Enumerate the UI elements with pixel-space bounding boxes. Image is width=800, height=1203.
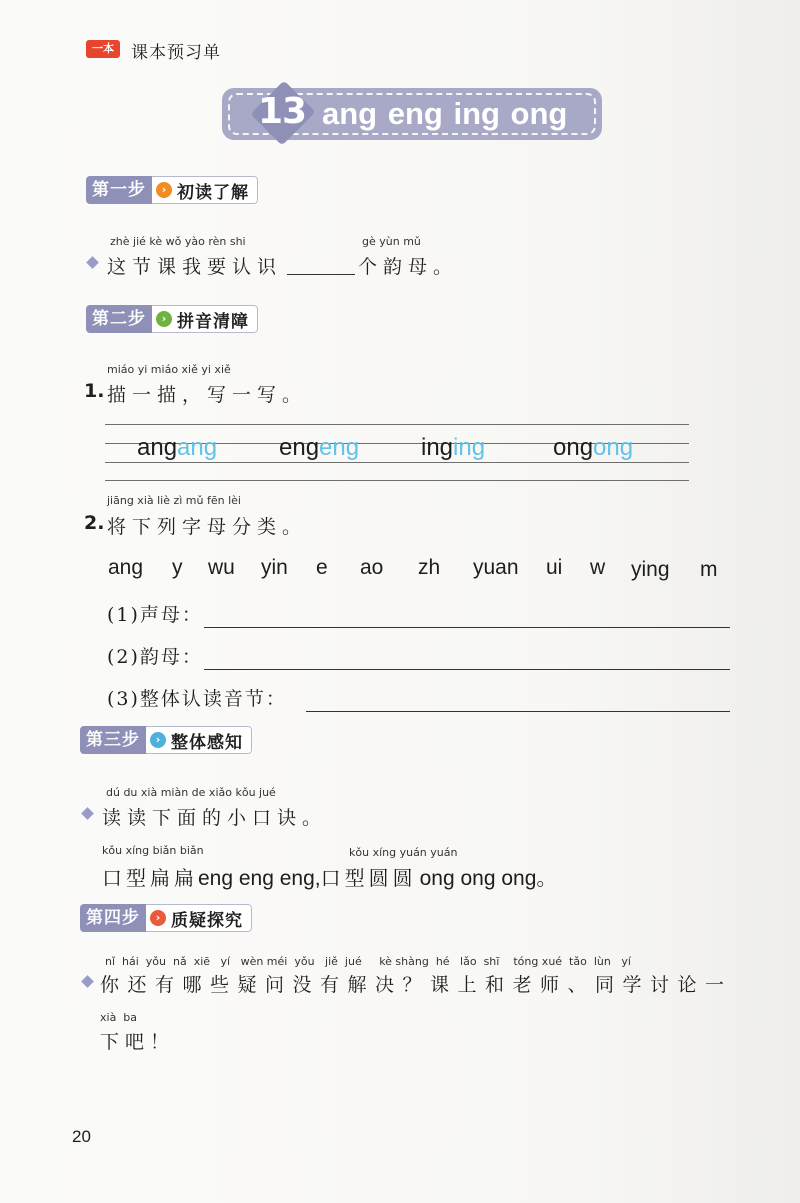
step-title: 拼音清障 xyxy=(177,311,249,332)
tracing-word: inging xyxy=(421,434,486,461)
sentence-text: 个韵母。 xyxy=(358,256,459,278)
category-label: (2)韵母： xyxy=(107,646,203,668)
step-3-header xyxy=(80,726,252,754)
pinyin-line: nǐ hái yǒu nǎ xiē yí wèn méi yǒu jiě jué kè shàng hé lǎo shī tóng xué tǎo lùn yí xyxy=(105,955,631,968)
letter-item: y xyxy=(172,556,183,579)
letter-item: e xyxy=(316,556,328,579)
question-number: 2. xyxy=(84,512,105,534)
sentence-text: 读读下面的小口诀。 xyxy=(102,807,328,829)
rhyme-line: 口型扁扁eng eng eng,口型圆圆 ong ong ong。 xyxy=(102,866,558,890)
question-text: 描一描，写一写。 xyxy=(107,384,308,406)
letter-item: ui xyxy=(546,556,563,579)
header-title: 课本预习单 xyxy=(131,43,221,63)
pinyin-line: dú du xià miàn de xiǎo kǒu jué xyxy=(106,786,276,799)
diamond-bullet-icon xyxy=(81,975,94,988)
chevron-right-icon: › xyxy=(156,182,172,198)
category-label: (1)声母： xyxy=(107,604,203,626)
step-2-header xyxy=(86,305,258,333)
pinyin-line: kǒu xíng yuán yuán xyxy=(349,846,458,859)
diamond-bullet-icon xyxy=(86,256,99,269)
step-title: 整体感知 xyxy=(171,732,243,753)
tracing-word: angang xyxy=(137,434,218,461)
diamond-bullet-icon xyxy=(81,807,94,820)
letter-item: zh xyxy=(418,556,441,579)
lesson-title: ang eng ing ong xyxy=(322,96,568,131)
tracing-word: ongong xyxy=(553,434,634,461)
step-label: 第一步 xyxy=(86,176,152,204)
answer-blank[interactable] xyxy=(204,627,730,628)
pinyin-line: miáo yi miáo xiě yi xiě xyxy=(107,363,231,376)
letter-item: yin xyxy=(261,556,288,579)
lesson-banner xyxy=(222,88,602,140)
answer-blank[interactable] xyxy=(204,669,730,670)
step-label: 第二步 xyxy=(86,305,152,333)
pinyin-line: kǒu xíng biǎn biǎn xyxy=(102,844,204,857)
sentence-text: 下吧！ xyxy=(100,1031,176,1053)
pinyin-line: xià ba xyxy=(100,1011,138,1024)
step-title: 初读了解 xyxy=(177,182,249,203)
pinyin-line: gè yùn mǔ xyxy=(362,235,421,248)
sentence-text: 这节课我要认识 xyxy=(107,256,283,278)
letter-item: ao xyxy=(360,556,384,579)
category-label: (3)整体认读音节： xyxy=(107,688,287,710)
step-label: 第三步 xyxy=(80,726,146,754)
question-number: 1. xyxy=(84,380,105,402)
lesson-number: 13 xyxy=(258,91,307,132)
letter-item: ang xyxy=(108,556,144,579)
pinyin-line: zhè jié kè wǒ yào rèn shi xyxy=(110,235,246,248)
answer-blank[interactable] xyxy=(306,711,730,712)
step-title: 质疑探究 xyxy=(171,910,243,931)
question-text: 将下列字母分类。 xyxy=(107,516,308,538)
step-4-header xyxy=(80,904,252,932)
letter-item: m xyxy=(700,558,718,581)
chevron-right-icon: › xyxy=(150,910,166,926)
pinyin-line: jiāng xià liè zì mǔ fēn lèi xyxy=(107,494,241,507)
answer-blank[interactable] xyxy=(287,274,355,275)
letter-item: ying xyxy=(631,558,670,581)
brand-tag: 一本 xyxy=(86,40,120,58)
four-line-writing-grid[interactable] xyxy=(105,424,689,480)
chevron-right-icon: › xyxy=(156,311,172,327)
letter-item: yuan xyxy=(473,556,519,579)
letter-item: w xyxy=(590,556,606,579)
tracing-word: engeng xyxy=(279,434,360,461)
page-number: 20 xyxy=(72,1127,91,1146)
sentence-text: 你还有哪些疑问没有解决？课上和老师、同学讨论一 xyxy=(100,974,733,996)
step-1-header xyxy=(86,176,258,204)
letter-item: wu xyxy=(208,556,235,579)
step-label: 第四步 xyxy=(80,904,146,932)
chevron-right-icon: › xyxy=(150,732,166,748)
